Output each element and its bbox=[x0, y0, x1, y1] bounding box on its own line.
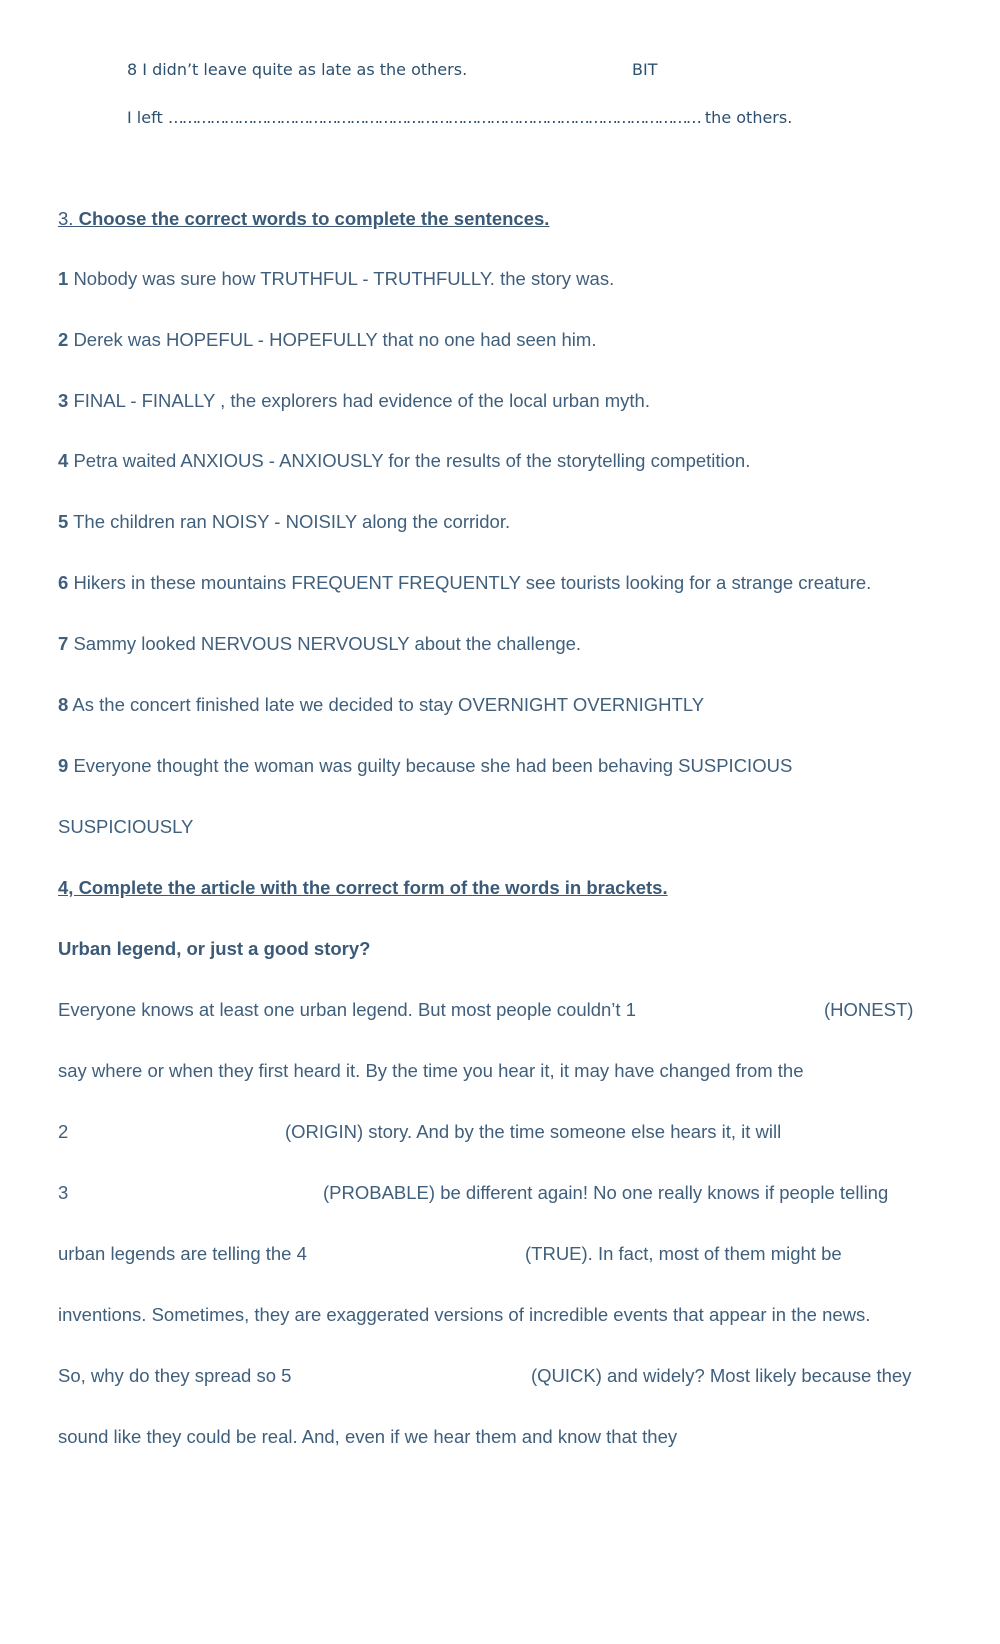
choice-item-4 bbox=[58, 450, 750, 472]
item-text[interactable]: Hikers in these mountains FREQUENT FREQUENTLY see tourists looking for a strange creature. bbox=[73, 572, 872, 593]
item-text[interactable]: Petra waited ANXIOUS - ANXIOUSLY for the results of the storytelling competition. bbox=[73, 450, 751, 471]
choice-item-2 bbox=[58, 329, 596, 351]
choice-item-3 bbox=[58, 390, 650, 412]
item-text[interactable]: Everyone thought the woman was guilty because she had been behaving SUSPICIOUS bbox=[73, 755, 793, 776]
item-text[interactable]: Derek was HOPEFUL - HOPEFULLY that no one had seen him. bbox=[73, 329, 597, 350]
keyword-bit: BIT bbox=[632, 60, 658, 79]
article-line-2: say where or when they first heard it. By the time you hear it, it may have changed from the bbox=[58, 1060, 804, 1081]
choice-item-5 bbox=[58, 511, 510, 533]
section-4-heading: 4, Complete the article with the correct form of the words in brackets. bbox=[58, 877, 668, 898]
section-3-heading bbox=[58, 208, 549, 230]
article-line-4-number: 3 bbox=[58, 1182, 69, 1203]
transform-sentence-8: 8 I didn’t leave quite as late as the others. bbox=[127, 60, 468, 79]
item-number: 9 bbox=[58, 755, 69, 776]
item-text[interactable]: The children ran NOISY - NOISILY along the corridor. bbox=[73, 511, 511, 532]
item-number: 8 bbox=[58, 694, 69, 715]
article-title: Urban legend, or just a good story? bbox=[58, 938, 371, 959]
answer-line-8 bbox=[127, 108, 792, 127]
section-3-title: Choose the correct words to complete the sentences. bbox=[78, 208, 550, 229]
item-number: 7 bbox=[58, 633, 69, 654]
section-3-number: 3. bbox=[58, 208, 74, 229]
choice-item-9-continuation[interactable]: SUSPICIOUSLY bbox=[58, 816, 194, 837]
word-prompt-honest: (HONEST) bbox=[824, 999, 914, 1020]
item-number: 3 bbox=[58, 390, 69, 411]
article-line-4: (PROBABLE) be different again! No one really knows if people telling bbox=[323, 1182, 889, 1203]
item-text[interactable]: As the concert finished late we decided to stay OVERNIGHT OVERNIGHTLY bbox=[72, 694, 705, 715]
choice-item-6 bbox=[58, 572, 871, 594]
article-line-5-continuation: (TRUE). In fact, most of them might be bbox=[525, 1243, 842, 1264]
article-line-3: (ORIGIN) story. And by the time someone else hears it, it will bbox=[285, 1121, 782, 1142]
item-number: 1 bbox=[58, 268, 69, 289]
choice-item-7 bbox=[58, 633, 581, 655]
choice-item-9 bbox=[58, 755, 792, 777]
article-line-7: So, why do they spread so 5 bbox=[58, 1365, 292, 1386]
article-line-6: inventions. Sometimes, they are exaggerated versions of incredible events that appear in the news. bbox=[58, 1304, 871, 1325]
article-line-5: urban legends are telling the 4 bbox=[58, 1243, 307, 1264]
item-number: 5 bbox=[58, 511, 69, 532]
answer-blank[interactable]: …………………………………………………………………………………………………… bbox=[167, 108, 700, 127]
article-line-3-number: 2 bbox=[58, 1121, 69, 1142]
article-line-7-continuation: (QUICK) and widely? Most likely because they bbox=[531, 1365, 912, 1386]
item-number: 6 bbox=[58, 572, 69, 593]
item-text[interactable]: Sammy looked NERVOUS NERVOUSLY about the challenge. bbox=[73, 633, 582, 654]
choice-item-1 bbox=[58, 268, 614, 290]
item-text[interactable]: FINAL - FINALLY , the explorers had evidence of the local urban myth. bbox=[73, 390, 650, 411]
item-number: 4 bbox=[58, 450, 69, 471]
article-line-8: sound like they could be real. And, even if we hear them and know that they bbox=[58, 1426, 678, 1447]
answer-end: the others. bbox=[704, 108, 793, 127]
answer-start: I left bbox=[127, 108, 163, 127]
item-text[interactable]: Nobody was sure how TRUTHFUL - TRUTHFULLY. the story was. bbox=[73, 268, 615, 289]
article-line-1: Everyone knows at least one urban legend. But most people couldn’t 1 bbox=[58, 999, 636, 1020]
item-number: 2 bbox=[58, 329, 69, 350]
choice-item-8 bbox=[58, 694, 704, 716]
